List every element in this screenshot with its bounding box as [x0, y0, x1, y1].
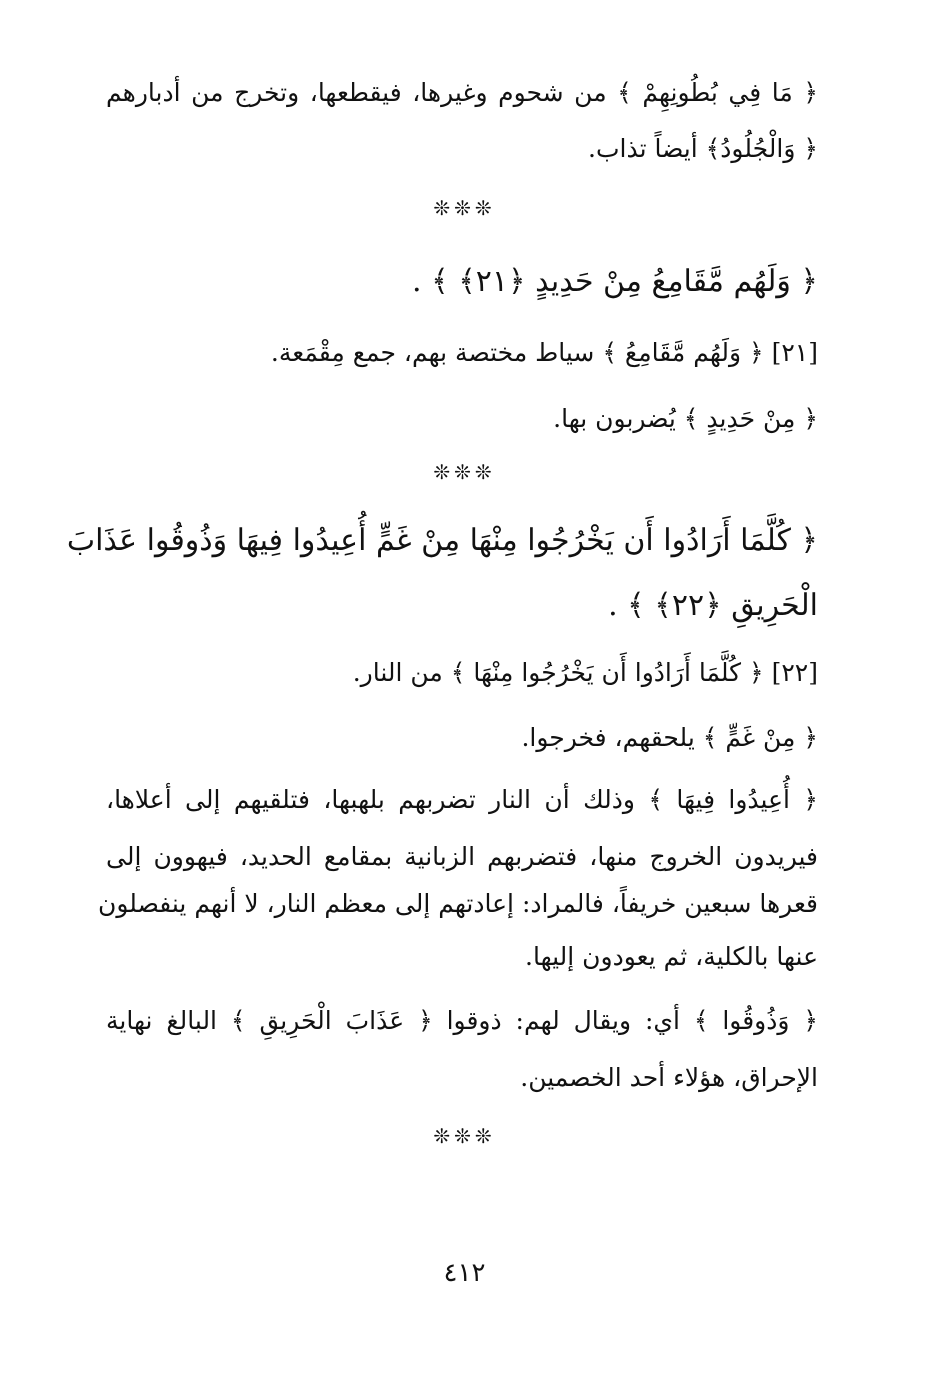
- paragraph-b-line-1: ﴿ وَذُوقُوا ﴾ أي: ويقال لهم: ذوقوا ﴿ عَذَابَ الْحَرِيقِ ﴾ البالغ نهاية: [106, 1006, 818, 1035]
- paragraph-a-line-1: ﴿ أُعِيدُوا فِيهَا ﴾ وذلك أن النار تضربهم بلهبها، فتلقيهم إلى أعلاها،: [106, 785, 818, 814]
- section-divider-3: ❊❊❊: [433, 1124, 496, 1148]
- text-line-1: ﴿ مَا فِي بُطُونِهِمْ ﴾ من شحوم وغيرها، فيقطعها، وتخرج من أدبارهم: [106, 78, 818, 107]
- commentary-22-line-1: [٢٢] ﴿ كُلَّمَا أَرَادُوا أَن يَخْرُجُوا مِنْهَا ﴾ من النار.: [352, 658, 818, 687]
- verse-22-line-2: الْحَرِيقِ ﴿٢٢﴾ ﴾ .: [608, 588, 818, 623]
- paragraph-b-line-2: الإحراق، هؤلاء أحد الخصمين.: [520, 1063, 818, 1092]
- paragraph-a-line-3: قعرها سبعين خريفاً، فالمراد: إعادتهم إلى معظم النار، لا أنهم ينفصلون: [98, 889, 818, 918]
- commentary-21-line-2: ﴿ مِنْ حَدِيدٍ ﴾ يُضربون بها.: [553, 404, 818, 433]
- section-divider-2: ❊❊❊: [433, 460, 496, 484]
- section-divider-1: ❊❊❊: [433, 196, 496, 220]
- paragraph-a-line-2: فيريدون الخروج منها، فتضربهم الزبانية بمقامع الحديد، فيهوون إلى: [106, 842, 818, 871]
- verse-21: ﴿ وَلَهُم مَّقَامِعُ مِنْ حَدِيدٍ ﴿٢١﴾ ﴾ .: [412, 264, 818, 299]
- paragraph-a-line-4: عنها بالكلية، ثم يعودون إليها.: [525, 942, 818, 971]
- commentary-21-line-1: [٢١] ﴿ وَلَهُم مَّقَامِعُ ﴾ سياط مختصة بهم، جمع مِقْمَعة.: [270, 338, 818, 367]
- verse-22-line-1: ﴿ كُلَّمَا أَرَادُوا أَن يَخْرُجُوا مِنْهَا مِنْ غَمٍّ أُعِيدُوا فِيهَا وَذُوقُوا عَذَابَ: [66, 523, 818, 558]
- page-number: ٤١٢: [443, 1258, 486, 1288]
- commentary-22-line-2: ﴿ مِنْ غَمٍّ ﴾ يلحقهم، فخرجوا.: [521, 723, 818, 752]
- text-line-2: ﴿ وَالْجُلُودُ﴾ أيضاً تذاب.: [588, 134, 818, 163]
